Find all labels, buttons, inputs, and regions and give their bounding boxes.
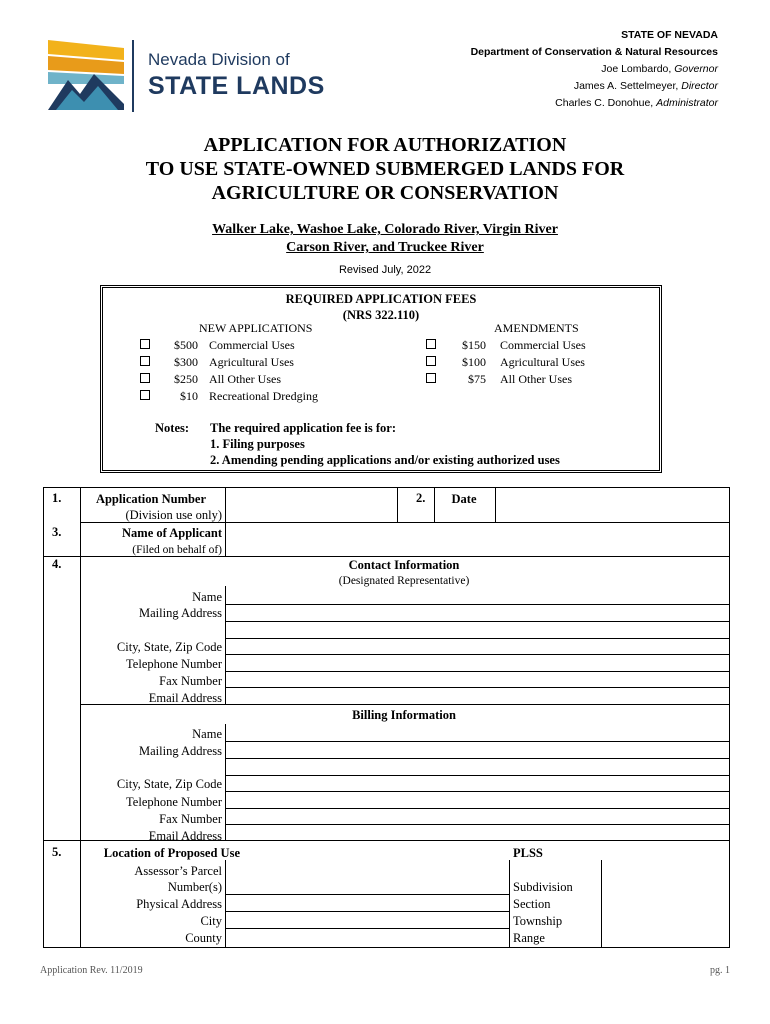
applicant-note: (Filed on behalf of)	[132, 544, 222, 556]
contact-phone-label: Telephone Number	[126, 657, 222, 671]
amend-fee-row[interactable]: $75 All Other Uses	[426, 371, 436, 388]
new-fee-row[interactable]: $250 All Other Uses	[140, 371, 150, 388]
footer-revision: Application Rev. 11/2019	[40, 965, 143, 976]
date-label: Date	[451, 492, 477, 506]
billing-fax-label: Fax Number	[159, 812, 222, 826]
billing-phone-label: Telephone Number	[126, 795, 222, 809]
applicant-field[interactable]	[226, 523, 726, 555]
contact-fax-label: Fax Number	[159, 674, 222, 688]
new-fee-row[interactable]: $500 Commercial Uses	[140, 337, 150, 354]
billing-heading: Billing Information	[352, 708, 456, 722]
contact-name-label: Name	[192, 590, 222, 604]
state-header	[471, 27, 718, 112]
checkbox[interactable]	[426, 356, 436, 366]
document-title: APPLICATION FOR AUTHORIZATION TO USE STATE-OWNED SUBMERGED LANDS FOR AGRICULTURE OR CONSERVATION	[145, 134, 625, 204]
row-number-4: 4.	[52, 557, 62, 571]
state-name: STATE OF NEVADA	[621, 29, 718, 41]
contact-note: (Designated Representative)	[338, 575, 470, 587]
contact-mailing-label: Mailing Address	[139, 606, 222, 620]
billing-city-label: City, State, Zip Code	[116, 777, 222, 791]
billing-fields[interactable]	[226, 724, 726, 840]
billing-email-label: Email Address	[148, 829, 222, 843]
notes-label: Notes:	[155, 421, 190, 435]
contact-heading: Contact Information	[348, 558, 460, 572]
new-fee-row[interactable]: $300 Agricultural Uses	[140, 354, 150, 371]
location-fields[interactable]	[226, 860, 506, 944]
amendments-heading: AMENDMENTS	[494, 321, 579, 335]
notes-text: The required application fee is for: 1. Filing purposes 2. Amending pending applications and/or existing authorized uses	[210, 421, 560, 467]
checkbox[interactable]	[426, 339, 436, 349]
city-label: City	[200, 914, 222, 928]
org-name-line1: Nevada Division of	[148, 50, 290, 69]
fees-heading: REQUIRED APPLICATION FEES (NRS 322.110)	[285, 292, 477, 322]
row-number-1: 1.	[52, 491, 62, 505]
administrator-line: Charles C. Donohue, Administrator	[555, 97, 718, 109]
row-number-5: 5.	[52, 845, 62, 859]
checkbox[interactable]	[140, 390, 150, 400]
org-name-line2: STATE LANDS	[148, 72, 325, 100]
row-number-3: 3.	[52, 525, 62, 539]
section-label: Section	[513, 897, 551, 911]
billing-mailing-label: Mailing Address	[139, 744, 222, 758]
applicant-label: Name of Applicant	[122, 526, 222, 540]
date-field[interactable]	[496, 489, 726, 521]
parcel-label-line2: Number(s)	[167, 880, 222, 894]
waters-list: Walker Lake, Washoe Lake, Colorado River, Virgin River Carson River, and Truckee River	[212, 222, 558, 255]
state-lands-logo	[46, 38, 126, 112]
new-fee-row[interactable]: $10 Recreational Dredging	[140, 388, 150, 405]
subdivision-label: Subdivision	[513, 880, 573, 894]
logo-divider	[132, 40, 134, 112]
checkbox[interactable]	[140, 373, 150, 383]
location-heading: Location of Proposed Use	[103, 846, 240, 860]
page-number: pg. 1	[710, 965, 730, 976]
application-number-note: (Division use only)	[125, 508, 222, 522]
county-label: County	[185, 931, 222, 945]
physical-address-label: Physical Address	[136, 897, 222, 911]
parcel-label-line1: Assessor’s Parcel	[134, 864, 222, 878]
billing-name-label: Name	[192, 727, 222, 741]
application-number-field[interactable]	[226, 489, 396, 521]
governor-line: Joe Lombardo, Governor	[601, 63, 718, 75]
application-number-label: Application Number	[95, 492, 207, 506]
checkbox[interactable]	[140, 339, 150, 349]
amend-fee-row[interactable]: $150 Commercial Uses	[426, 337, 436, 354]
contact-fields[interactable]	[226, 587, 726, 703]
plss-heading: PLSS	[513, 846, 543, 860]
row-number-2: 2.	[416, 491, 426, 505]
range-label: Range	[513, 931, 545, 945]
amend-fee-row[interactable]: $100 Agricultural Uses	[426, 354, 436, 371]
revised-date: Revised July, 2022	[338, 264, 432, 276]
checkbox[interactable]	[426, 373, 436, 383]
contact-city-label: City, State, Zip Code	[116, 640, 222, 654]
checkbox[interactable]	[140, 356, 150, 366]
contact-email-label: Email Address	[148, 691, 222, 705]
new-applications-heading: NEW APPLICATIONS	[199, 321, 313, 335]
plss-fields[interactable]	[602, 860, 726, 944]
township-label: Township	[513, 914, 563, 928]
department-name: Department of Conservation & Natural Resources	[470, 46, 718, 58]
director-line: James A. Settelmeyer, Director	[573, 80, 718, 92]
